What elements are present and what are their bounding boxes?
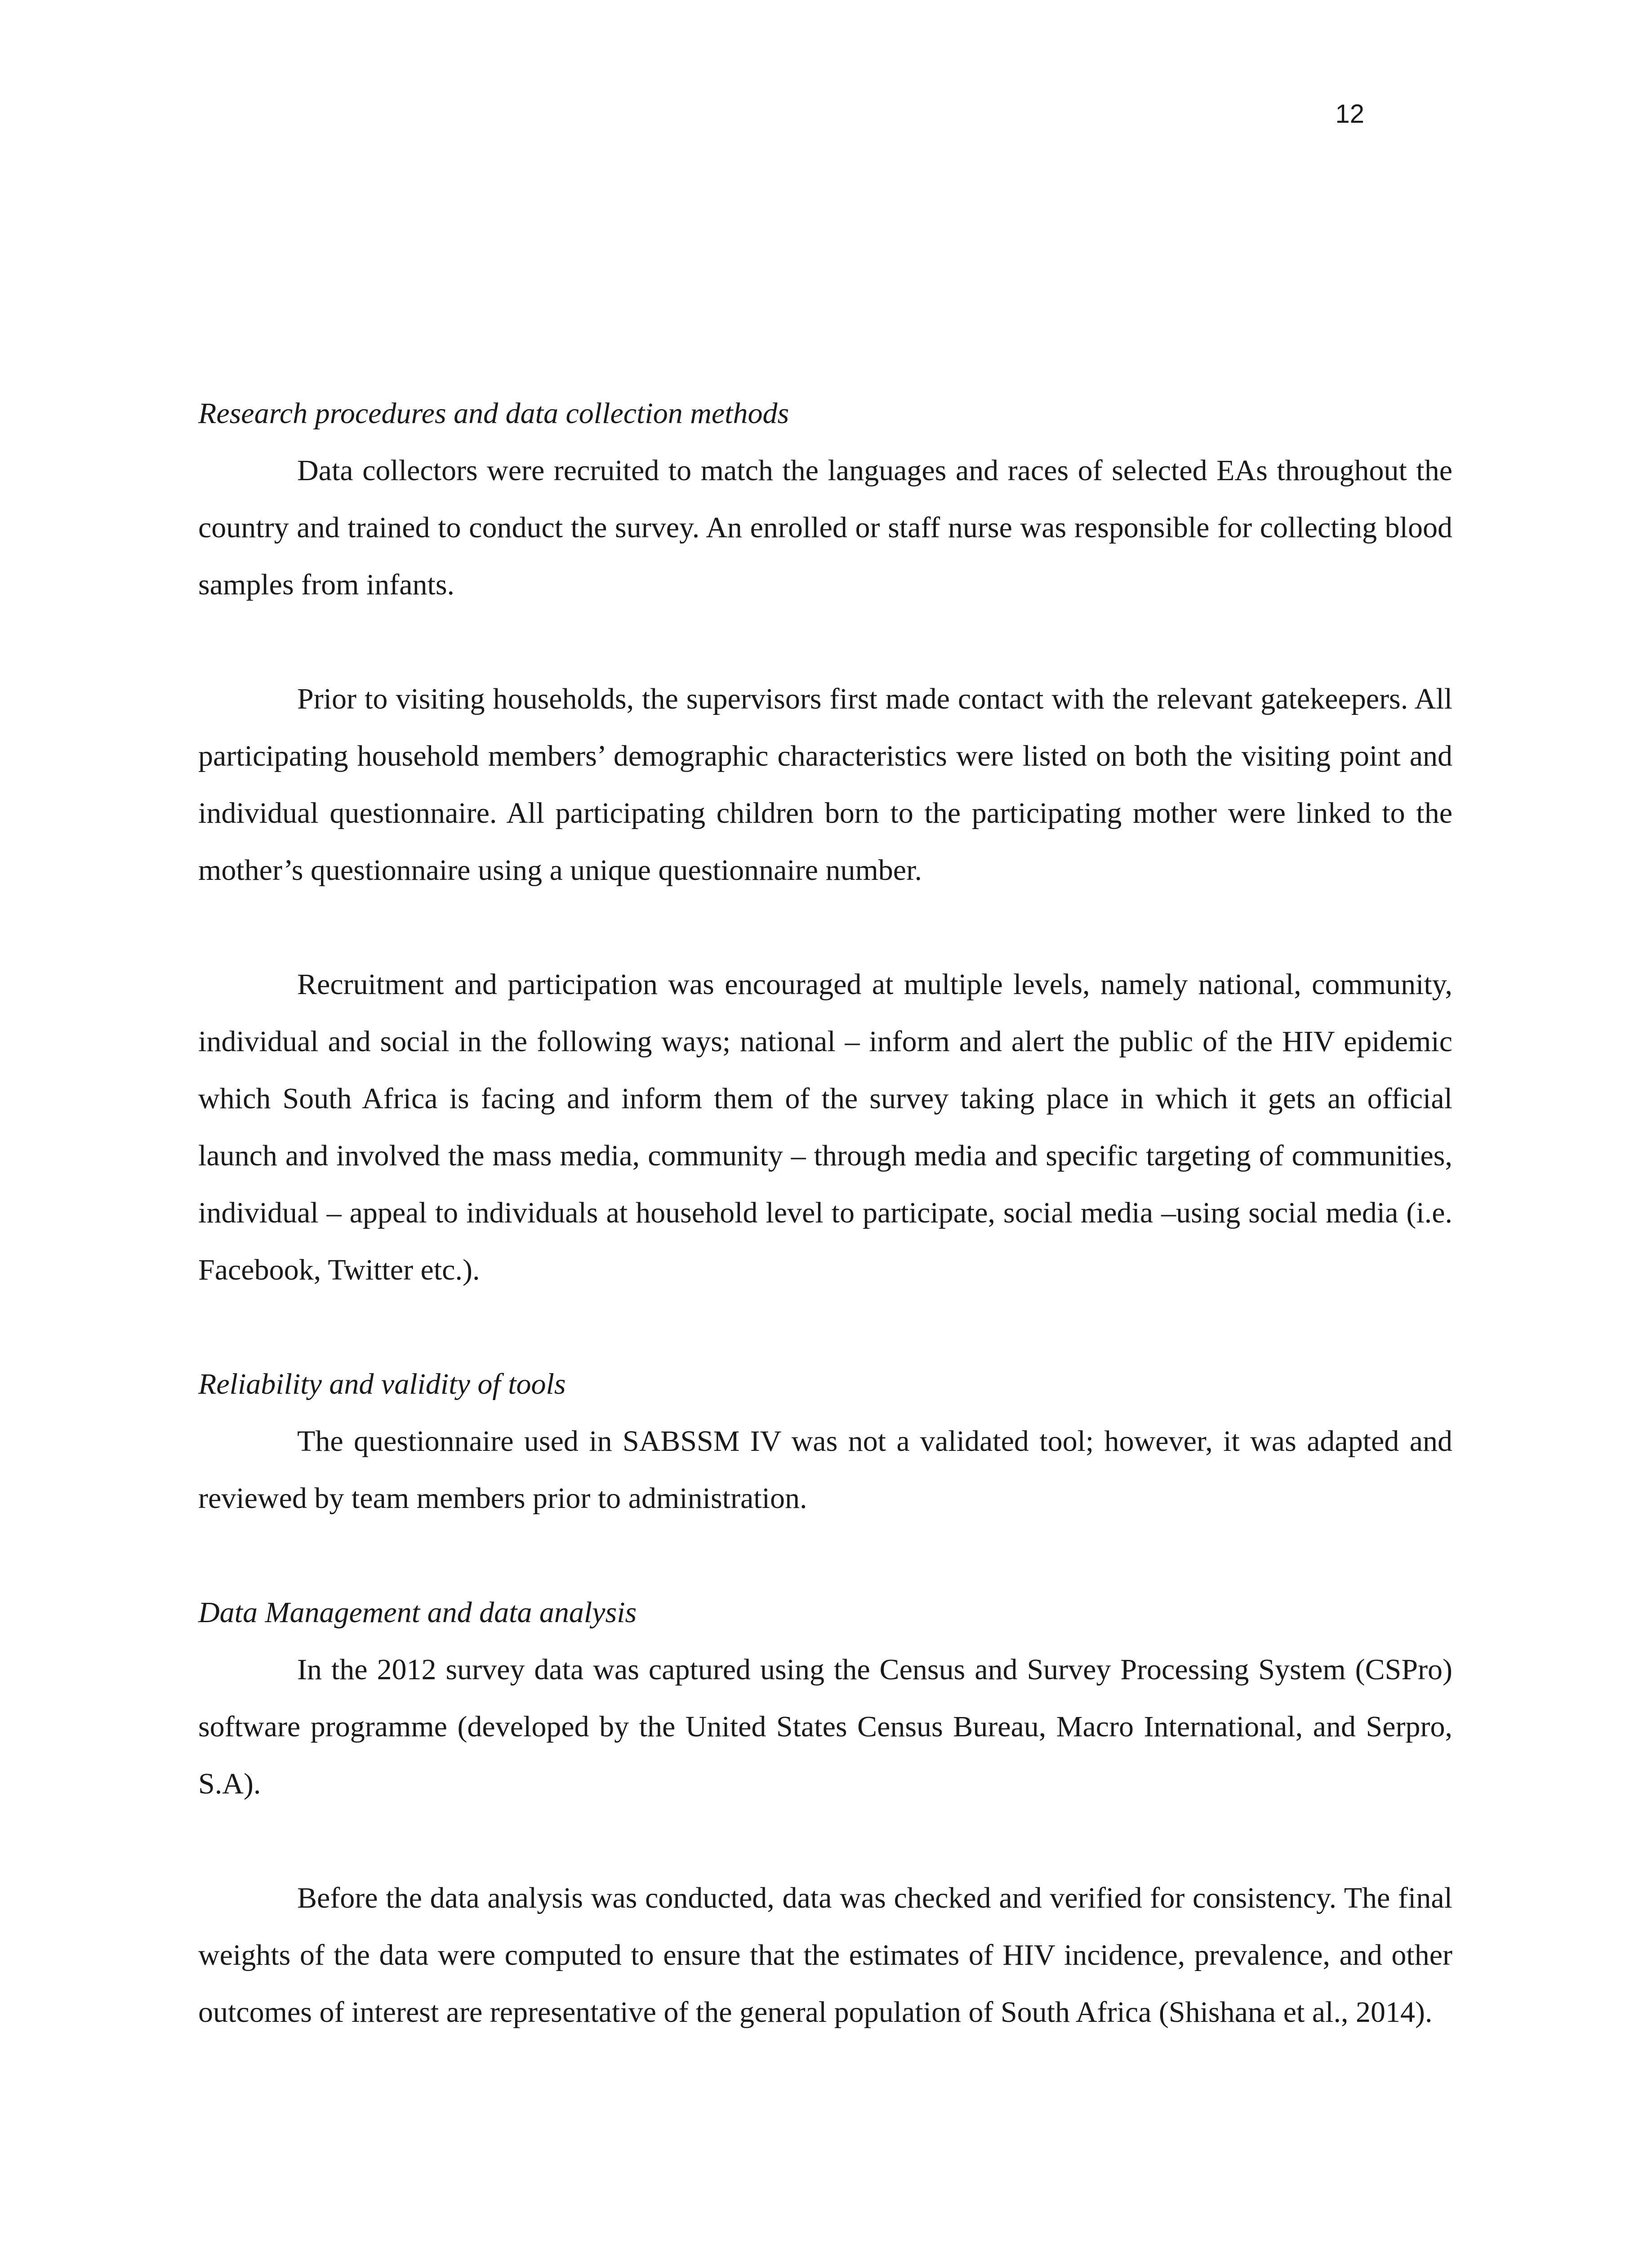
section-heading: Research procedures and data collection methods (198, 397, 789, 430)
section-research-procedures (198, 385, 1452, 1298)
paragraph: In the 2012 survey data was captured using the Census and Survey Processing System (CSPro) software programme (developed by the United States Census Bureau, Macro International, and Serpro, S.A). (198, 1653, 1452, 1800)
paragraph: Recruitment and participation was encouraged at multiple levels, namely national, community, individual and social in the following ways; national – inform and alert the public of the HIV epidemic which South Africa is facing and inform them of the survey taking place in which it gets an official launch and involved the mass media, community – through media and specific targeting of communities, individual – appeal to individuals at household level to participate, social media –using social media (i.e. Facebook, Twitter etc.). (198, 968, 1452, 1286)
section-data-management (198, 1584, 1452, 2041)
section-heading: Reliability and validity of tools (198, 1368, 566, 1401)
section-reliability-validity (198, 1356, 1452, 1527)
page-number: 12 (1335, 99, 1364, 129)
paragraph: The questionnaire used in SABSSM IV was not a validated tool; however, it was adapted and reviewed by team members prior to administration. (198, 1425, 1452, 1515)
section-heading: Data Management and data analysis (198, 1596, 637, 1629)
paragraph: Before the data analysis was conducted, data was checked and verified for consistency. The final weights of the data were computed to ensure that the estimates of HIV incidence, prevalence, and other outcomes of interest are representative of the general population of South Africa (Shishana et al., 2014). (198, 1882, 1452, 2029)
paragraph: Data collectors were recruited to match the languages and races of selected EAs throughout the country and trained to conduct the survey. An enrolled or staff nurse was responsible for collecting blood samples from infants. (198, 454, 1452, 601)
paragraph: Prior to visiting households, the supervisors first made contact with the relevant gatekeepers. All participating household members’ demographic characteristics were listed on both the visiting point and individual questionnaire. All participating children born to the participating mother were linked to the mother’s questionnaire using a unique questionnaire number. (198, 682, 1452, 887)
document-body (198, 385, 1452, 2041)
